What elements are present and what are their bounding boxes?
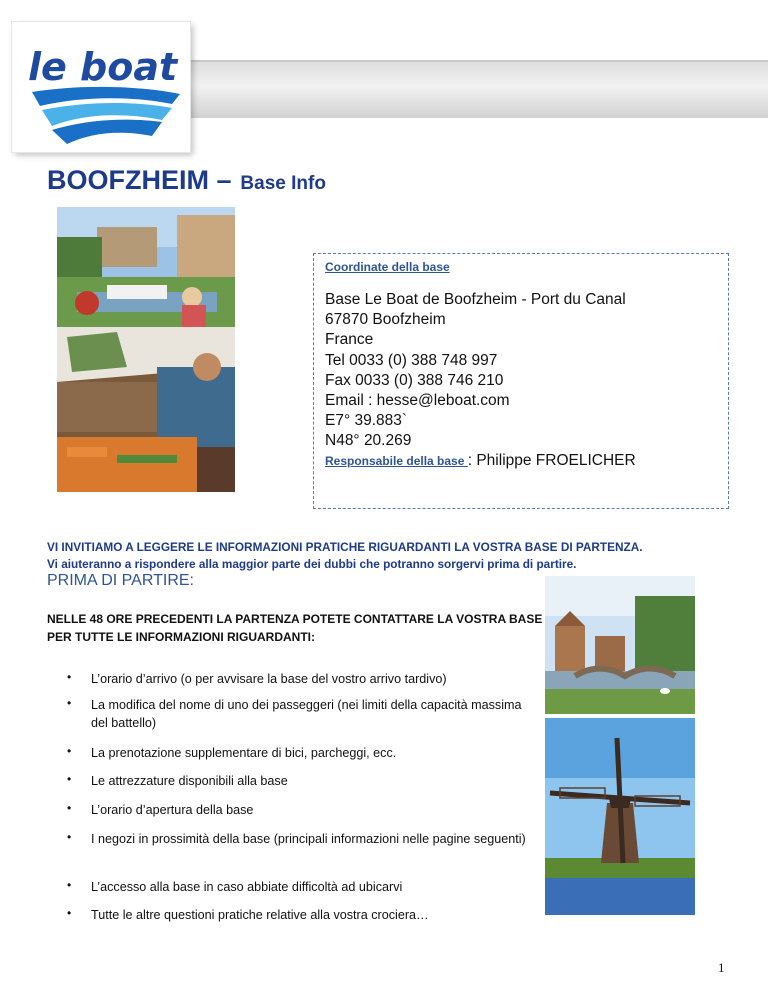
canal-bridge-photo (545, 576, 695, 714)
title-sub: Base Info (240, 173, 326, 194)
manager-name: : Philippe FROELICHER (467, 452, 636, 469)
fax-line: Fax 0033 (0) 388 746 210 (325, 371, 504, 389)
title-main: BOOFZHEIM – (47, 165, 232, 195)
canal-village-photo (57, 207, 235, 327)
bullet-icon: • (67, 772, 72, 786)
svg-text:le boat: le boat (28, 45, 178, 89)
bullet-icon: • (67, 696, 72, 710)
page-title (47, 160, 326, 197)
header-bar (190, 60, 768, 118)
address-line: France (325, 331, 374, 349)
bullet-icon: • (67, 670, 72, 684)
bullet-icon: • (67, 878, 72, 892)
address-line: Base Le Boat de Boofzheim - Port du Canal (325, 291, 626, 308)
email-line: Email : hesse@leboat.com (325, 392, 510, 410)
bullet-icon: • (67, 744, 72, 758)
latitude-line: N48° 20.269 (325, 432, 412, 450)
bullet-icon: • (67, 801, 72, 815)
market-photo (57, 327, 235, 492)
manager-label: Responsabile della base (325, 454, 468, 468)
intro-paragraph: NELLE 48 ORE PRECEDENTI LA PARTENZA POTETE CONTATTARE LA VOSTRA BASE PER TUTTE LE INFORMAZIONI RIGUARDANTI: (47, 612, 543, 644)
bullet-icon: • (67, 906, 72, 920)
phone-line: Tel 0033 (0) 388 748 997 (325, 351, 498, 369)
page-number: 1 (718, 960, 725, 975)
address-line: 67870 Boofzheim (325, 311, 446, 329)
longitude-line: E7° 39.883` (325, 412, 408, 430)
le-boat-logo (12, 22, 190, 152)
invite-line-1: VI INVITIAMO A LEGGERE LE INFORMAZIONI PRATICHE RIGUARDANTI LA VOSTRA BASE DI PARTENZA. (47, 540, 643, 554)
base-manager (325, 452, 636, 470)
coordinates-heading: Coordinate della base (325, 260, 450, 274)
invite-line-2: Vi aiuteranno a rispondere alla maggior parte dei dubbi che potranno sorgervi prima di partire. (47, 557, 577, 571)
address-block (325, 290, 626, 452)
le-boat-logo-graphic (12, 22, 190, 152)
base-coordinates-box (313, 253, 729, 509)
bullet-icon: • (67, 830, 72, 844)
prima-di-partire-heading: PRIMA DI PARTIRE: (47, 572, 194, 589)
windmill-photo (545, 718, 695, 915)
